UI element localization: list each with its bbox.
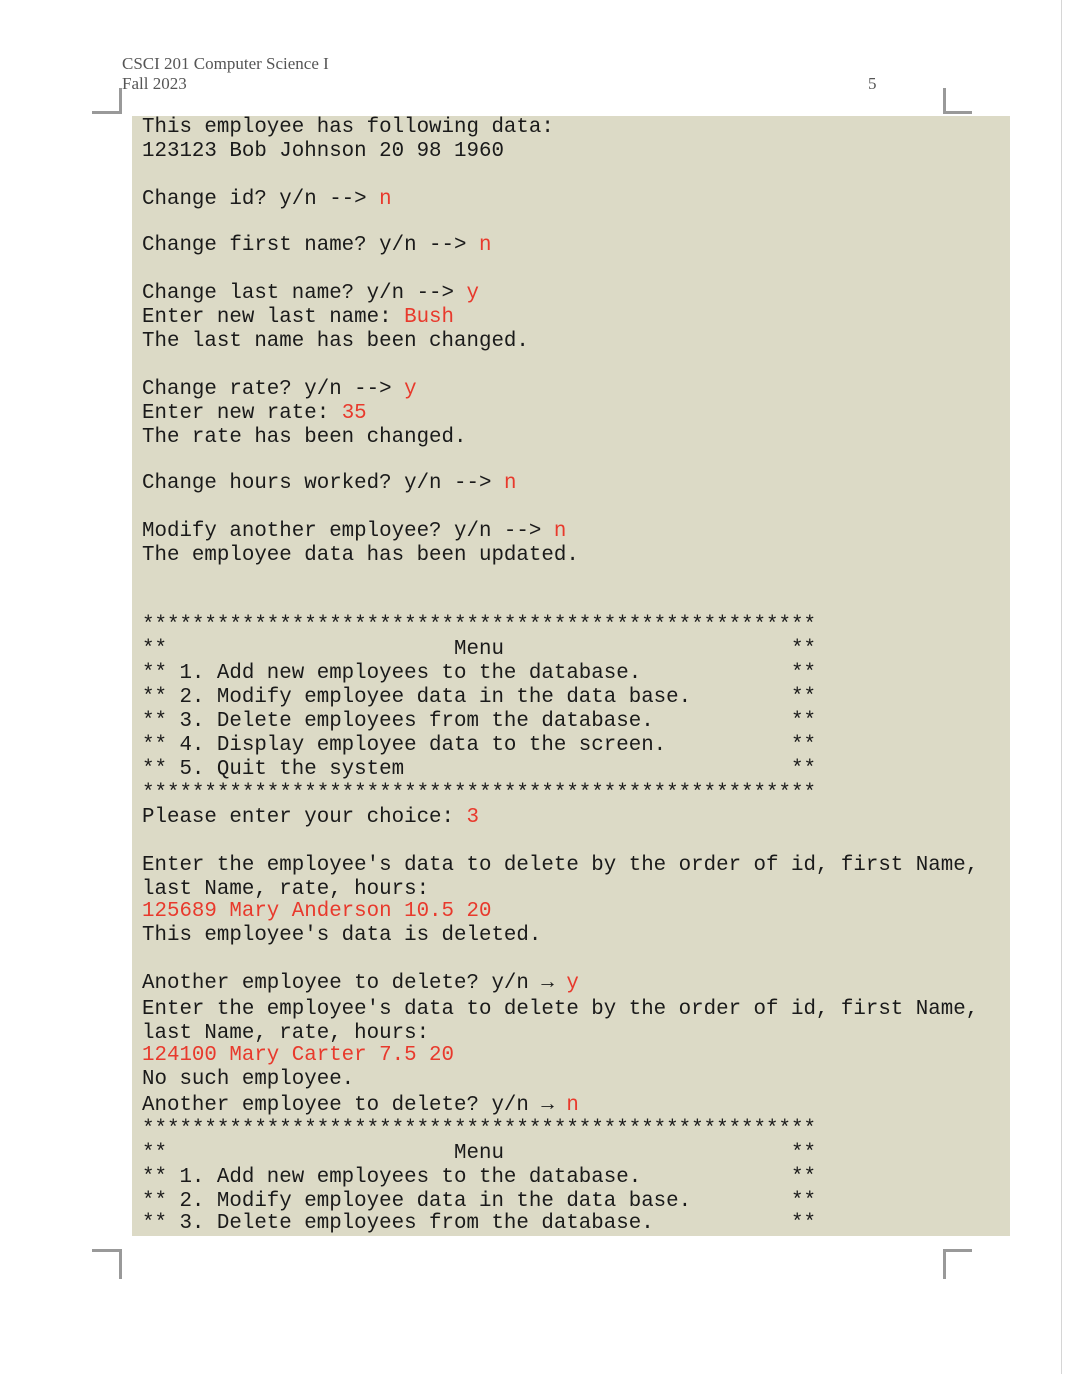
console-line [142,1094,579,1118]
console-text: ** 1. Add new employees to the database. ** [142,1166,816,1189]
console-text: Change rate? y/n --> [142,378,405,401]
user-input: 125689 Mary Anderson 10.5 20 [142,900,492,923]
crop-mark-bottom-left-vertical [119,1249,122,1279]
console-line [142,520,566,544]
console-text: ** 3. Delete employees from the database. ** [142,1212,816,1235]
console-line [142,972,579,996]
console-text: ** 4. Display employee data to the screen. ** [142,734,816,757]
console-text: Enter the employee's data to delete by the order of id, first Name, [142,998,979,1021]
console-text: Change id? y/n --> [142,188,380,211]
console-line [142,686,816,710]
term: Fall 2023 [122,74,187,93]
console-text: Another employee to delete? y/n → [142,1094,567,1117]
console-line [142,734,816,758]
running-header [122,54,329,94]
console-line [142,282,479,306]
console-line [142,1118,816,1142]
console-text: Change first name? y/n --> [142,234,479,257]
console-line [142,662,816,686]
console-line [142,924,541,948]
console-text: ** Menu ** [142,638,816,661]
crop-mark-top-left-vertical [119,88,122,114]
console-line [142,234,491,258]
page-edge [1061,0,1062,1374]
console-line [142,806,479,830]
console-line [142,1166,816,1190]
console-text: Modify another employee? y/n --> [142,520,554,543]
crop-mark-bottom-left [92,1249,122,1252]
console-text: ** 2. Modify employee data in the data base. ** [142,686,816,709]
console-line [142,1022,429,1046]
console-text: This employee has following data: [142,116,554,139]
console-text: The employee data has been updated. [142,544,579,567]
user-input: n [478,234,492,257]
crop-mark-bottom-right-vertical [943,1249,946,1279]
console-line [142,998,978,1022]
console-line [142,854,978,878]
console-line [142,782,816,806]
console-line [142,306,454,330]
console-text: The rate has been changed. [142,426,467,449]
console-line [142,1068,354,1092]
console-line [142,1044,454,1068]
console-text: ** 1. Add new employees to the database. ** [142,662,816,685]
console-text: This employee's data is deleted. [142,924,542,947]
console-text: Another employee to delete? y/n → [142,972,567,995]
console-line [142,140,504,164]
user-input: y [466,282,479,305]
console-line [142,378,417,402]
console-text: Change hours worked? y/n --> [142,472,504,495]
user-input: Bush [404,306,455,329]
console-text: 123123 Bob Johnson 20 98 1960 [142,140,504,163]
user-input: n [503,472,517,495]
user-input: y [404,378,417,401]
user-input: y [566,972,579,995]
console-line [142,426,466,450]
console-text: Change last name? y/n --> [142,282,467,305]
console-line [142,1190,816,1214]
console-line [142,1212,816,1236]
page-number: 5 [868,74,877,93]
console-line [142,402,367,426]
console-text: ** 2. Modify employee data in the data base. ** [142,1190,816,1213]
console-output [132,116,1010,1236]
crop-mark-top-right [943,111,972,114]
console-line [142,330,529,354]
console-line [142,188,392,212]
console-line [142,638,816,662]
console-text: Enter the employee's data to delete by the order of id, first Name, [142,854,979,877]
console-line [142,900,491,924]
user-input: 35 [341,402,367,425]
console-text: ** 3. Delete employees from the database. ** [142,710,816,733]
console-text: ****************************************************** [142,1118,816,1141]
console-text: No such employee. [142,1068,355,1091]
console-text: ****************************************************** [142,782,816,805]
console-text: ** Menu ** [142,1142,816,1165]
console-line [142,544,579,568]
user-input: n [566,1094,579,1117]
console-text: last Name, rate, hours: [142,878,430,901]
console-line [142,472,516,496]
crop-mark-bottom-right [943,1249,972,1252]
console-text: Please enter your choice: [142,806,467,829]
user-input: n [379,188,392,211]
console-line [142,614,816,638]
console-line [142,758,816,782]
console-line [142,878,429,902]
console-text: Enter new rate: [142,402,342,425]
console-text: Enter new last name: [142,306,405,329]
crop-mark-top-left [92,111,122,114]
console-text: The last name has been changed. [142,330,529,353]
console-text: ** 5. Quit the system ** [142,758,816,781]
console-text: ****************************************************** [142,614,816,637]
user-input: 3 [466,806,479,829]
user-input: n [553,520,567,543]
console-line [142,116,554,140]
course-title: CSCI 201 Computer Science I [122,54,329,73]
user-input: 124100 Mary Carter 7.5 20 [142,1044,455,1067]
console-line [142,1142,816,1166]
console-text: last Name, rate, hours: [142,1022,430,1045]
console-line [142,710,816,734]
crop-mark-top-right-vertical [943,88,946,114]
